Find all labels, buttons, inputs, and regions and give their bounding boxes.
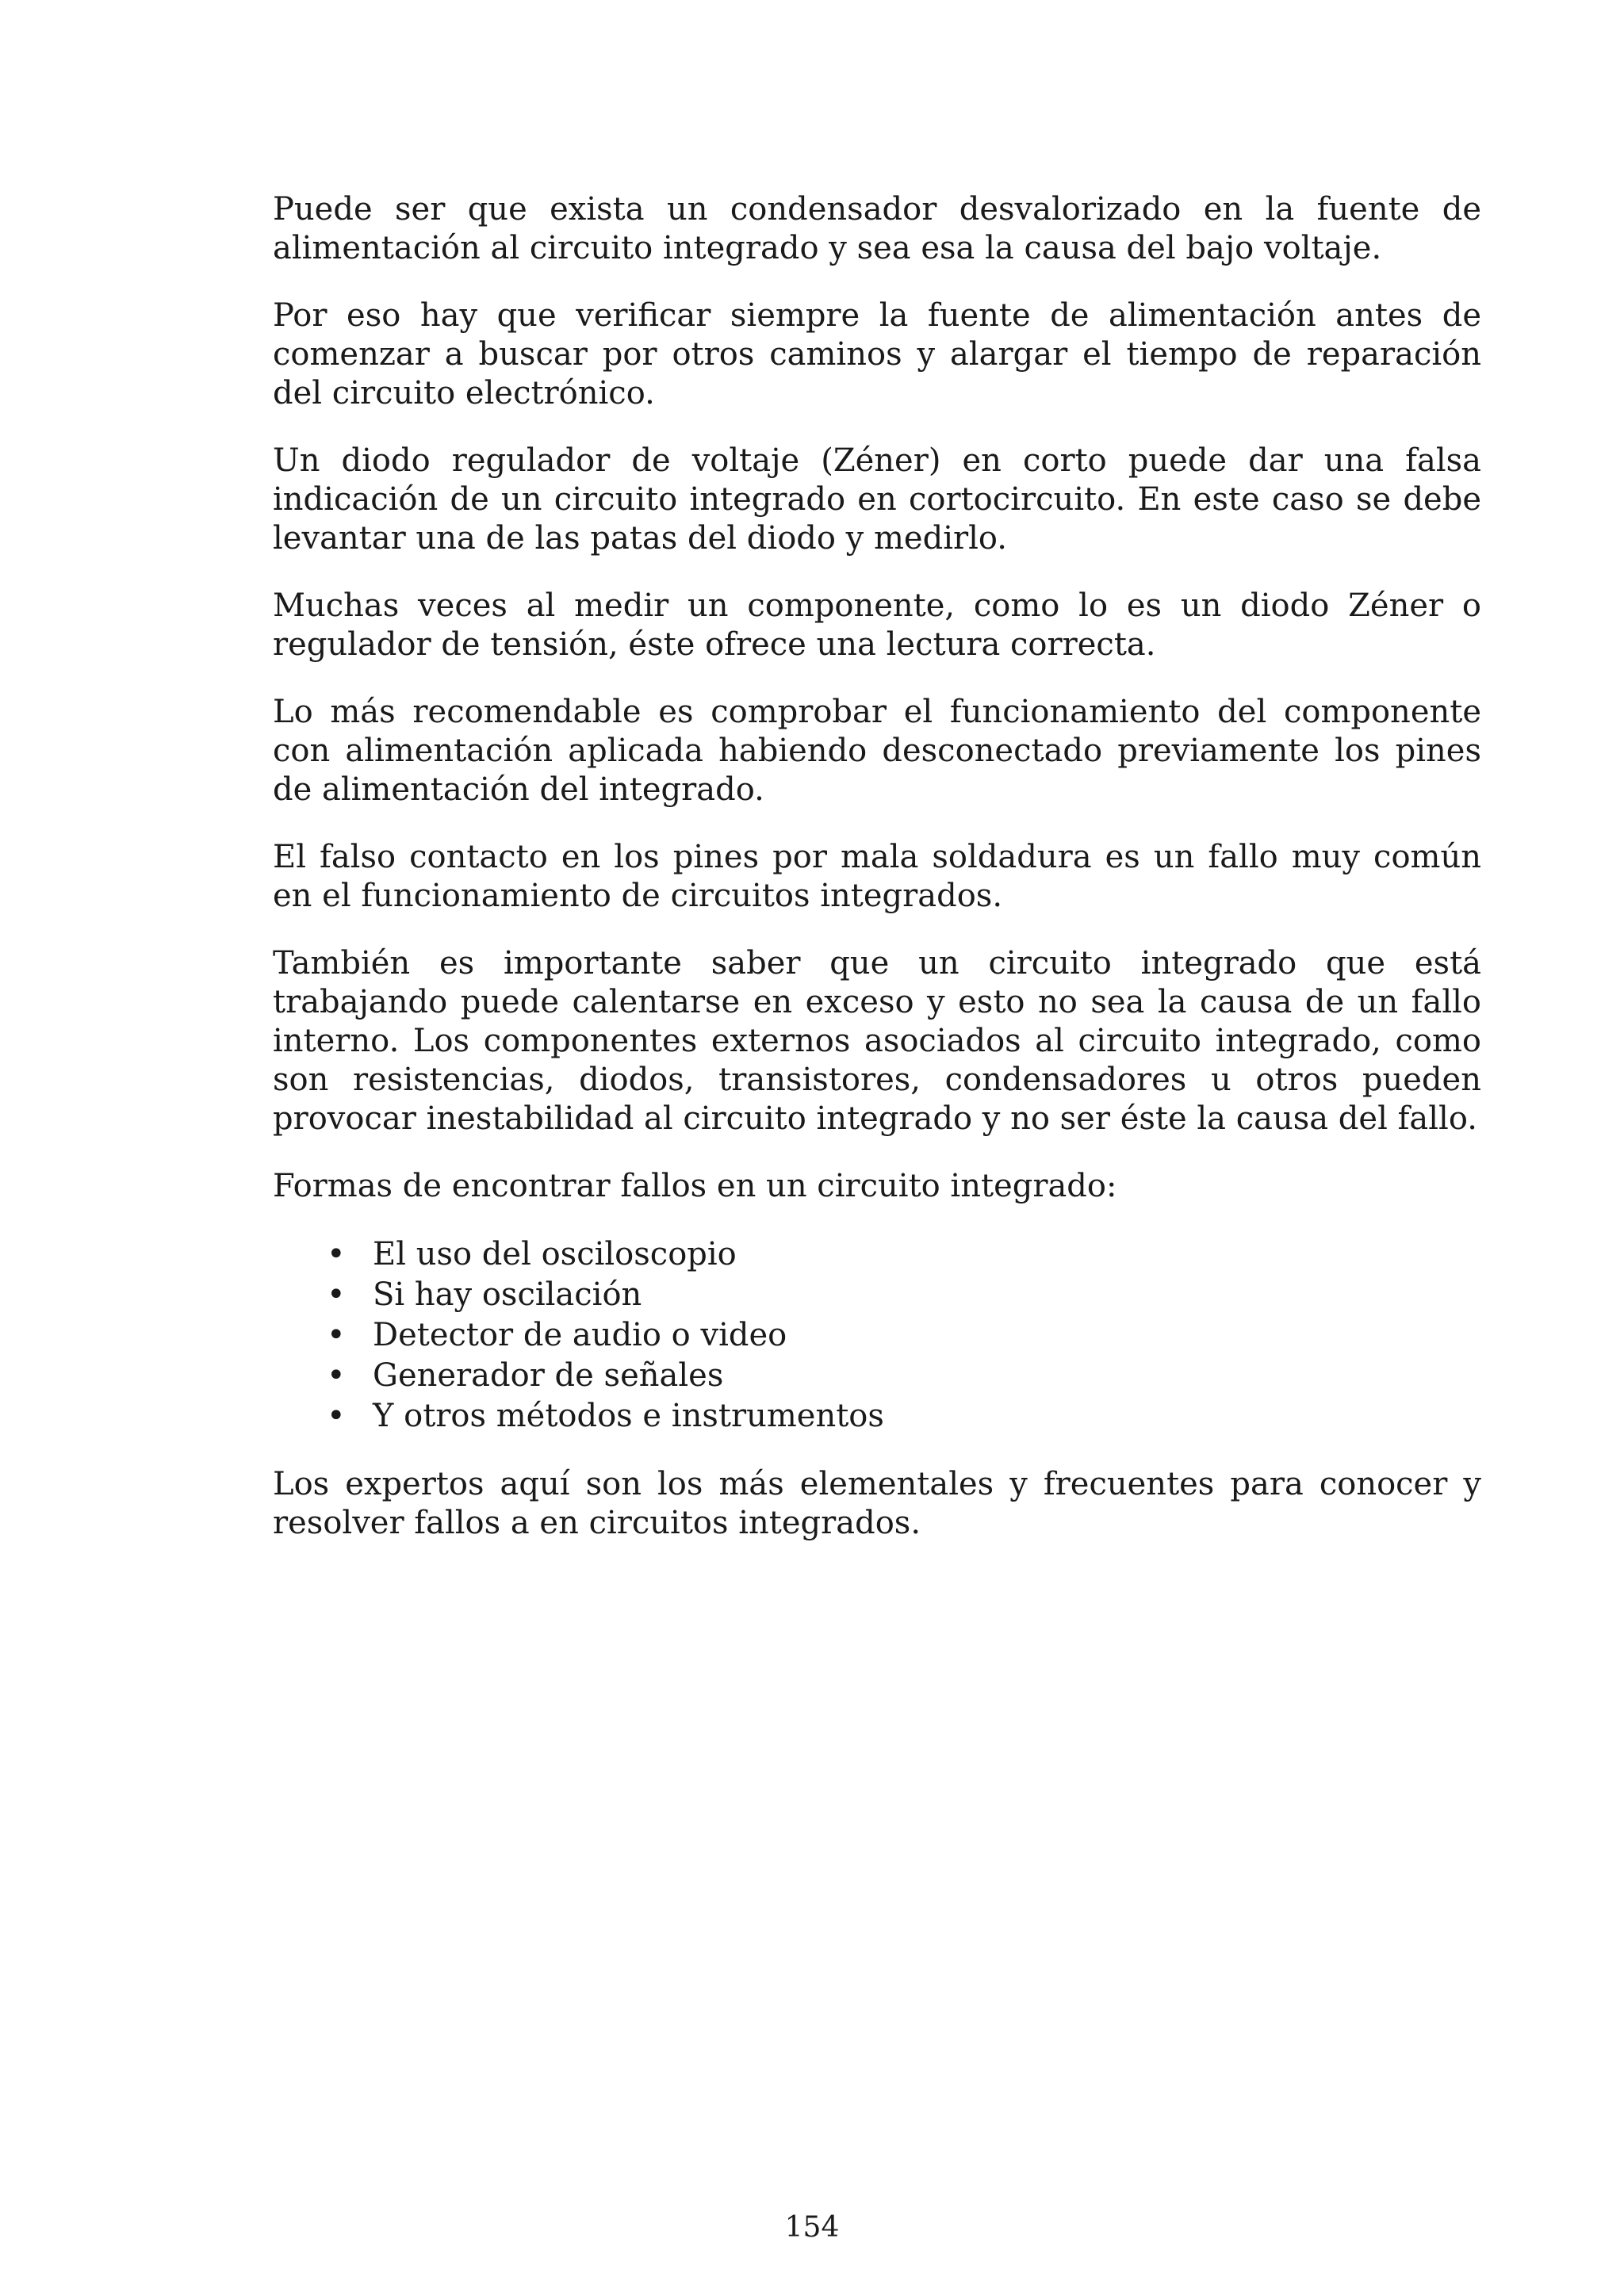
- page-body: [273, 190, 1481, 1571]
- paragraph: El falso contacto en los pines por mala soldadura es un fallo muy común en el funcionamiento de circuitos integrados.: [273, 839, 1481, 914]
- list-intro: Formas de encontrar fallos en un circuito integrado:: [273, 1168, 1117, 1204]
- list-item: • Y otros métodos e instrumentos: [327, 1396, 1481, 1437]
- paragraph: También es importante saber que un circuito integrado que está trabajando puede calentarse en exceso y esto no sea la causa de un fallo interno. Los componentes externos asociados al circuito integrado, como son resistencias, diodos, transistores, condensadores u otros pueden provocar inestabilidad al circuito integrado y no ser éste la causa del fallo.: [273, 945, 1481, 1137]
- page-number: 154: [784, 2211, 840, 2244]
- paragraph: Un diodo regulador de voltaje (Zéner) en corto puede dar una falsa indicación de un circuito integrado en cortocircuito. En este caso se debe levantar una de las patas del diodo y medirlo.: [273, 442, 1481, 557]
- paragraph: Por eso hay que verificar siempre la fuente de alimentación antes de comenzar a buscar por otros caminos y alargar el tiempo de reparación del circuito electrónico.: [273, 297, 1481, 411]
- paragraph: Puede ser que exista un condensador desvalorizado en la fuente de alimentación al circuito integrado y sea esa la causa del bajo voltaje.: [273, 191, 1481, 266]
- list-item: • Si hay oscilación: [327, 1275, 1481, 1315]
- list-item: • El uso del osciloscopio: [327, 1234, 1481, 1275]
- paragraph: Muchas veces al medir un componente, como lo es un diodo Zéner o regulador de tensión, éste ofrece una lectura correcta.: [273, 587, 1481, 663]
- list-item: • Generador de señales: [327, 1356, 1481, 1396]
- bullet-list: [273, 1234, 1481, 1437]
- list-item: • Detector de audio o video: [327, 1315, 1481, 1356]
- closing-paragraph: Los expertos aquí son los más elementales y frecuentes para conocer y resolver fallos a en circuitos integrados.: [273, 1466, 1481, 1541]
- paragraph: Lo más recomendable es comprobar el funcionamiento del componente con alimentación aplicada habiendo desconectado previamente los pines de alimentación del integrado.: [273, 694, 1481, 808]
